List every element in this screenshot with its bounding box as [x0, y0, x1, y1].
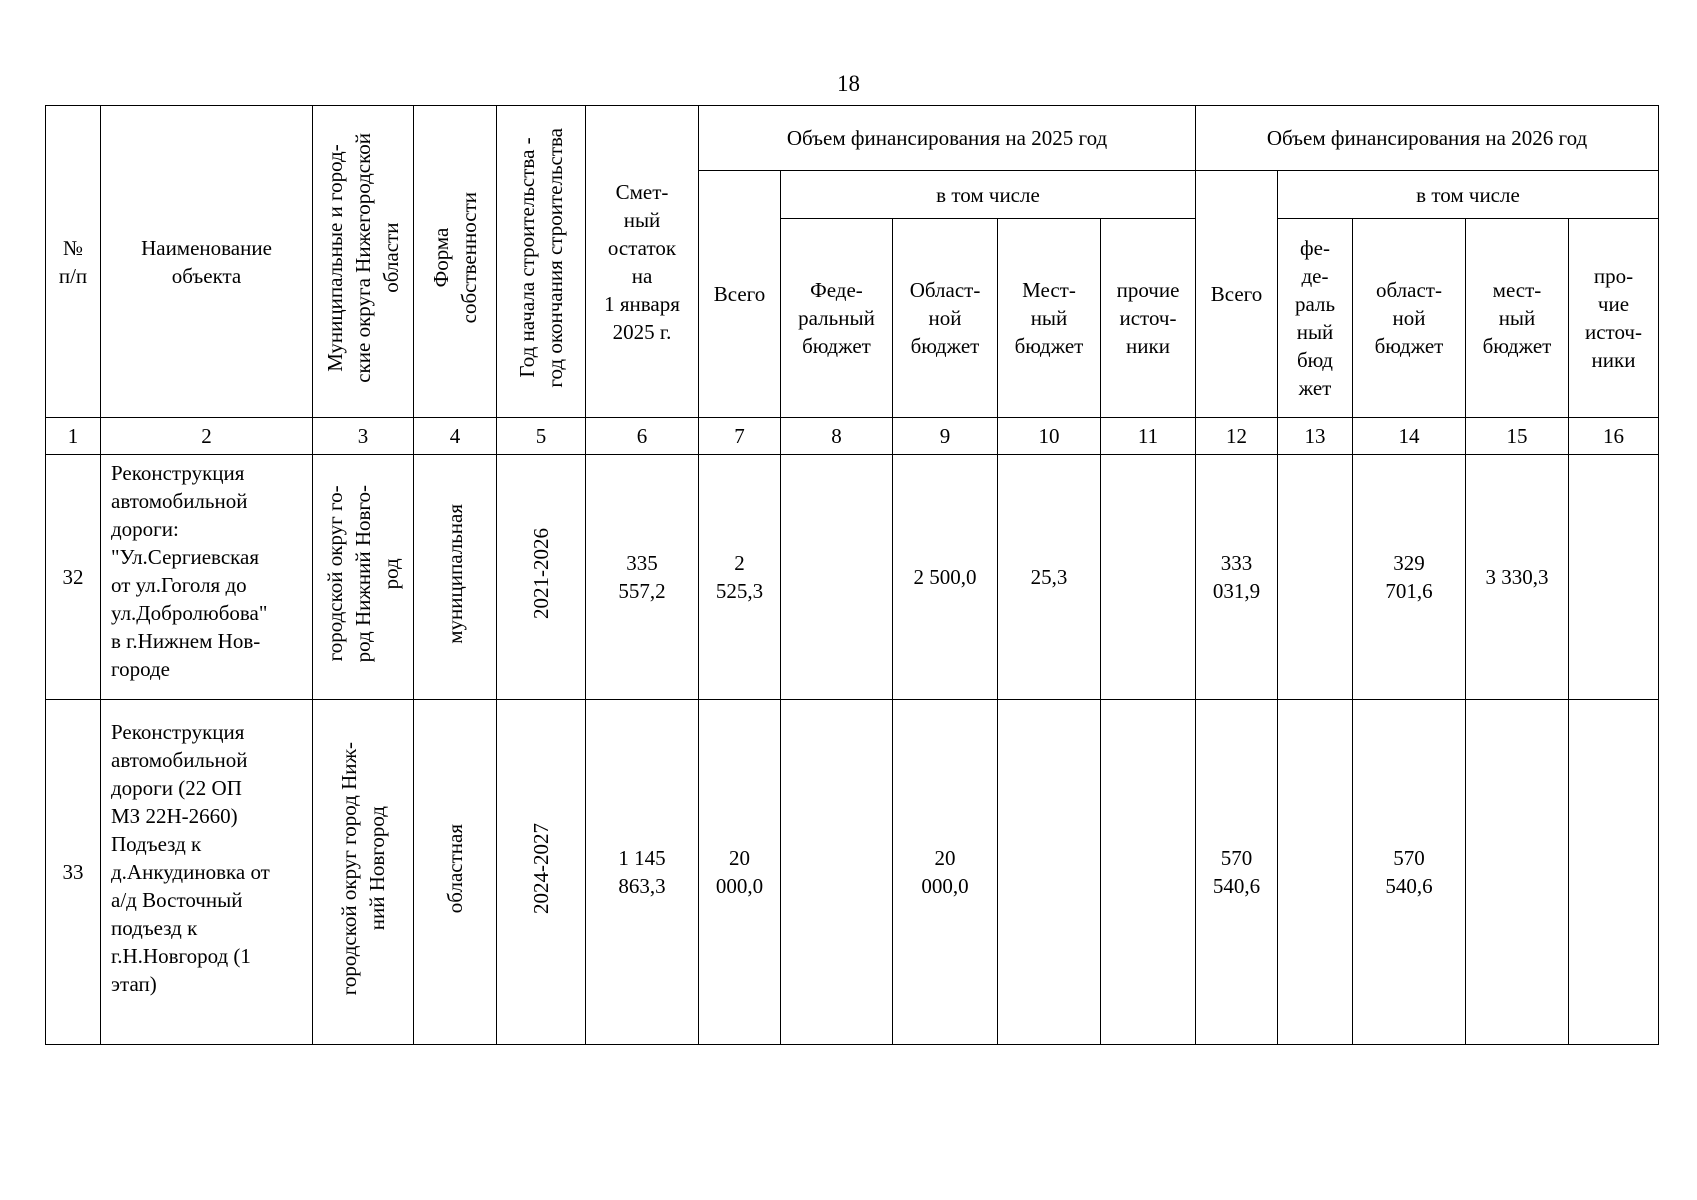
total-2025-cell: 20 000,0 — [699, 700, 781, 1045]
table-row — [46, 455, 1659, 700]
column-number: 8 — [781, 418, 893, 455]
column-number: 9 — [893, 418, 998, 455]
other-2026-cell — [1569, 700, 1659, 1045]
header-total-2026: Всего — [1196, 171, 1278, 418]
object-name: Реконструкция автомобильной дороги (22 ОП МЗ 22Н-2660) Подъезд к д.Анкудиновка от а/д Восточный подъезд к г.Н.Новгород (1 этап) — [101, 700, 313, 1045]
column-number: 13 — [1278, 418, 1353, 455]
header-other-2025: прочие источ- ники — [1101, 219, 1196, 418]
column-number: 6 — [586, 418, 699, 455]
total-2025-cell: 2 525,3 — [699, 455, 781, 700]
federal-2026-cell — [1278, 455, 1353, 700]
total-2026-cell: 570 540,6 — [1196, 700, 1278, 1045]
municipal-cell: городской округ го- род Нижний Новго- род — [313, 455, 414, 700]
header-object-name: Наименование объекта — [101, 106, 313, 418]
other-2025-cell — [1101, 700, 1196, 1045]
estimate-cell: 1 145 863,3 — [586, 700, 699, 1045]
column-number: 5 — [497, 418, 586, 455]
row-num: 33 — [46, 700, 101, 1045]
header-num: № п/п — [46, 106, 101, 418]
column-number: 2 — [101, 418, 313, 455]
regional-2025-cell: 2 500,0 — [893, 455, 998, 700]
header-estimate: Смет- ный остаток на 1 января 2025 г. — [586, 106, 699, 418]
column-number: 11 — [1101, 418, 1196, 455]
other-2025-cell — [1101, 455, 1196, 700]
column-number: 12 — [1196, 418, 1278, 455]
local-2026-cell: 3 330,3 — [1466, 455, 1569, 700]
table-row — [46, 700, 1659, 1045]
column-number: 15 — [1466, 418, 1569, 455]
federal-2026-cell — [1278, 700, 1353, 1045]
header-local-2026: мест- ный бюджет — [1466, 219, 1569, 418]
row-num: 32 — [46, 455, 101, 700]
financing-table — [45, 105, 1659, 1045]
header-row-1 — [46, 106, 1659, 171]
total-2026-cell: 333 031,9 — [1196, 455, 1278, 700]
local-2026-cell — [1466, 700, 1569, 1045]
regional-2026-cell: 570 540,6 — [1353, 700, 1466, 1045]
header-group-2026: Объем финансирования на 2026 год — [1196, 106, 1659, 171]
ownership-cell: муниципальная — [414, 455, 497, 700]
header-regional-2026: област- ной бюджет — [1353, 219, 1466, 418]
regional-2025-cell: 20 000,0 — [893, 700, 998, 1045]
header-other-2026: про- чие источ- ники — [1569, 219, 1659, 418]
header-including-2025: в том числе — [781, 171, 1196, 219]
local-2025-cell: 25,3 — [998, 455, 1101, 700]
column-number: 10 — [998, 418, 1101, 455]
header-federal-2026: фе- де- раль ный бюд жет — [1278, 219, 1353, 418]
other-2026-cell — [1569, 455, 1659, 700]
column-number-row — [46, 418, 1659, 455]
header-local-2025: Мест- ный бюджет — [998, 219, 1101, 418]
column-number: 14 — [1353, 418, 1466, 455]
header-years: Год начала строительства - год окончания строительства — [497, 106, 586, 418]
column-number: 16 — [1569, 418, 1659, 455]
header-regional-2025: Област- ной бюджет — [893, 219, 998, 418]
header-including-2026: в том числе — [1278, 171, 1659, 219]
page-number: 18 — [837, 71, 860, 96]
municipal-cell: городской округ город Ниж- ний Новгород — [313, 700, 414, 1045]
ownership-cell: областная — [414, 700, 497, 1045]
estimate-cell: 335 557,2 — [586, 455, 699, 700]
header-total-2025: Всего — [699, 171, 781, 418]
header-ownership: Форма собственности — [414, 106, 497, 418]
column-number: 1 — [46, 418, 101, 455]
object-name: Реконструкция автомобильной дороги: "Ул.Сергиевская от ул.Гоголя до ул.Добролюбова" в г.Нижнем Нов- городе — [101, 455, 313, 700]
header-federal-2025: Феде- ральный бюджет — [781, 219, 893, 418]
local-2025-cell — [998, 700, 1101, 1045]
years-cell: 2021-2026 — [497, 455, 586, 700]
column-number: 4 — [414, 418, 497, 455]
column-number: 7 — [699, 418, 781, 455]
federal-2025-cell — [781, 700, 893, 1045]
regional-2026-cell: 329 701,6 — [1353, 455, 1466, 700]
years-cell: 2024-2027 — [497, 700, 586, 1045]
federal-2025-cell — [781, 455, 893, 700]
header-group-2025: Объем финансирования на 2025 год — [699, 106, 1196, 171]
column-number: 3 — [313, 418, 414, 455]
header-municipal: Муниципальные и город- ские округа Нижегородской области — [313, 106, 414, 418]
